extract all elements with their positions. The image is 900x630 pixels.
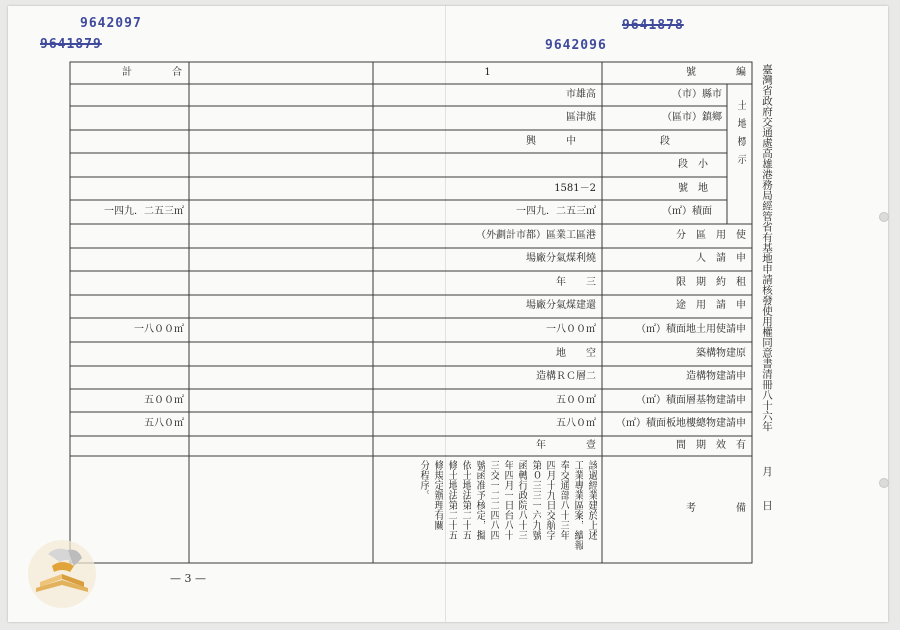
stamp-number-center: 9642096 [545, 38, 607, 53]
stamp-number-struck-left: 9641879 [40, 37, 102, 52]
remarks-column: 第０三三一六九號 [530, 460, 541, 540]
remarks-column: 該過經業建於上述 [586, 460, 597, 540]
label-number: 號 編 [686, 67, 746, 78]
label-total-floor-area: （㎡）積面板地樓總物建請申 [616, 418, 746, 429]
record-lease-term: 年 三 [556, 277, 596, 288]
label-total: 計 合 [122, 67, 182, 78]
remarks-column: 年四月一日台八十 [502, 460, 513, 540]
label-purpose: 途 用 請 申 [676, 300, 746, 311]
remarks-column: 三交一二二四八四 [488, 460, 499, 540]
label-land-group: 土地標示 [735, 100, 746, 172]
total-total-floor-area: 五八０㎡ [144, 418, 184, 429]
record-town: 區津旗 [566, 112, 596, 123]
label-lease-term: 限 期 約 租 [676, 277, 746, 288]
record-validity: 年 壹 [536, 440, 596, 451]
record-number: 1 [484, 67, 491, 78]
remarks-column: 函轉行政院八十三 [516, 460, 527, 540]
label-applied-building: 造構物建請申 [686, 371, 746, 382]
record-total-floor-area: 五八０㎡ [556, 418, 596, 429]
record-purpose: 場廠分氣煤建還 [526, 300, 596, 311]
title-month: 月 [761, 466, 773, 477]
label-area: （㎡）積面 [662, 206, 712, 217]
remarks-column: 奉交通部八十三年 [558, 460, 569, 540]
label-city: （市）縣市 [672, 89, 722, 100]
title-day: 日 [761, 500, 773, 511]
record-section: 興 中 [526, 136, 576, 147]
total-use-area: 一八００㎡ [134, 324, 184, 335]
remarks-column: 依土地法第二十五 [460, 460, 471, 540]
total-floor-area: 五００㎡ [144, 395, 184, 406]
record-area: 一四九．二五三㎡ [516, 206, 596, 217]
label-section: 段 [660, 136, 670, 147]
label-zoning: 分 區 用 使 [676, 230, 746, 241]
remarks-column: 條規定辦理有關 [432, 460, 443, 530]
remarks-column: 號函准予核定，擬 [474, 460, 485, 540]
label-lot-no: 號 地 [678, 183, 708, 194]
label-use-area: （㎡）積面地土用使請申 [636, 324, 746, 335]
label-original-building: 築構物建原 [696, 348, 746, 359]
record-applied-building: 造構ＲＣ層二 [536, 371, 596, 382]
stamp-number-struck-right: 9641878 [622, 18, 684, 33]
label-floor-area: （㎡）積面層基物建請申 [636, 395, 746, 406]
remarks-column: 分程序。 [418, 460, 429, 500]
record-use-area: 一八００㎡ [546, 324, 596, 335]
stamp-number-current: 9642097 [80, 16, 142, 31]
label-town: （區市）鎮鄉 [662, 112, 722, 123]
label-subsection: 段 小 [678, 159, 708, 170]
book-hand-logo-icon [22, 532, 102, 612]
page-number: — 3 — [170, 572, 206, 585]
remarks-column: 四月十九日交航字 [544, 460, 555, 540]
label-remarks: 考 備 [686, 503, 746, 514]
remarks-column: 條土地法第二十五 [446, 460, 457, 540]
record-applicant: 場廠分氣煤利燒 [526, 253, 596, 264]
record-lot-no: 1581－2 [554, 183, 596, 194]
total-area: 一四九．二五三㎡ [104, 206, 184, 217]
label-validity: 間 期 效 有 [676, 440, 746, 451]
record-original-building: 地 空 [556, 348, 596, 359]
label-applicant: 人 請 申 [696, 253, 746, 264]
record-zoning: （外劃計市都）區業工區港 [476, 230, 596, 241]
record-floor-area: 五００㎡ [556, 395, 596, 406]
record-city: 市雄高 [566, 89, 596, 100]
document-title: 臺灣省政府交通處高雄港務局經管省有基地申請核發使用權同意書清冊八十六年 [761, 64, 773, 432]
remarks-column: 工業專業區案，續報 [572, 460, 583, 550]
